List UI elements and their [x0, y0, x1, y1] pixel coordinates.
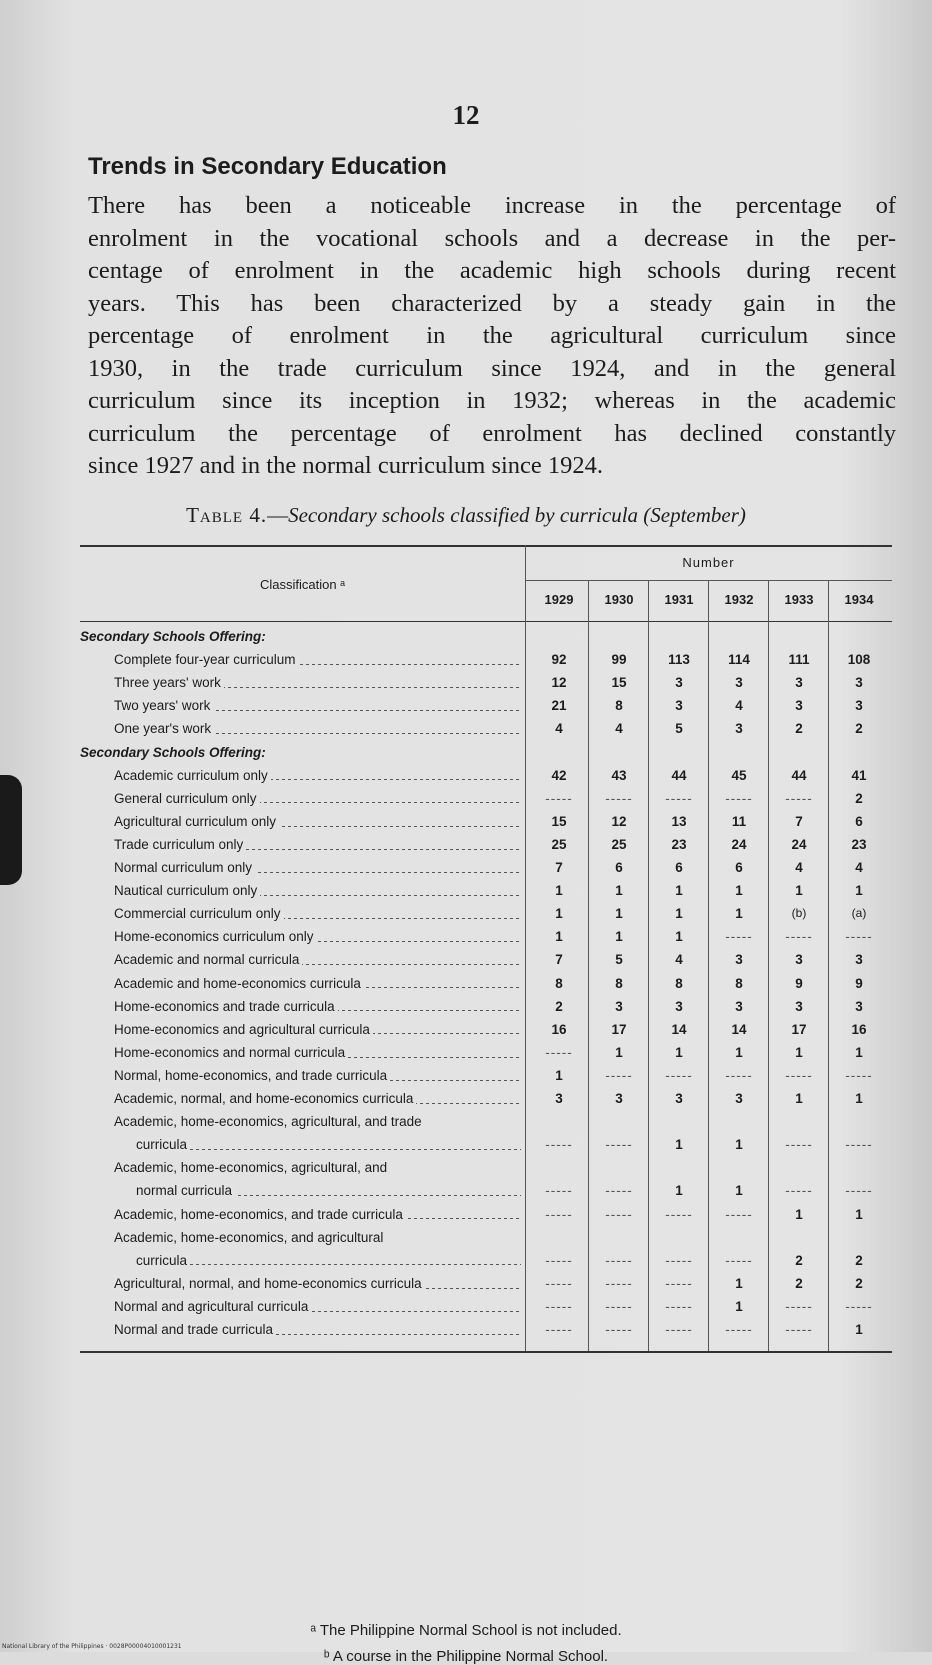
table-cell: 7: [555, 860, 563, 875]
table-cell: 6: [675, 860, 683, 875]
table-cell: 23: [671, 836, 687, 852]
year-header: 1933: [784, 592, 814, 607]
table-cell: 92: [551, 652, 567, 668]
table-cell: 1: [615, 883, 623, 899]
table-cell: -----: [785, 1183, 813, 1199]
table-cell: 3: [795, 675, 803, 691]
table-cell: 1: [855, 883, 863, 899]
classification-header: Classification ᵃ: [259, 577, 346, 592]
table-cell: 8: [735, 975, 743, 991]
row-label: Academic, normal, and home-economics curricula: [114, 1091, 521, 1106]
table-cell: -----: [605, 1252, 633, 1268]
table-cell: 44: [671, 767, 687, 783]
table-cell: 8: [555, 975, 563, 991]
row-label: Academic, home-economics, agricultural, and trade: [114, 1114, 422, 1130]
table-cell: 1: [675, 929, 683, 945]
table-cell: -----: [545, 790, 573, 806]
table-cell: 5: [615, 952, 623, 968]
table-cell: 4: [555, 721, 563, 737]
page-number: 12: [452, 100, 480, 130]
table-cell: -----: [605, 1067, 633, 1083]
paragraph-line: curriculum the percentage of enrolment has declined constantly: [88, 419, 896, 447]
table-cell: -----: [605, 790, 633, 806]
table-cell: 7: [795, 813, 803, 829]
table-cell: 3: [795, 998, 803, 1014]
table-cell: 8: [675, 975, 683, 991]
row-label: Normal and agricultural curricula: [114, 1299, 521, 1314]
table-cell: 41: [851, 767, 867, 783]
table-cell: -----: [545, 1206, 573, 1222]
table-cell: 9: [855, 975, 863, 991]
table-cell: 108: [847, 652, 871, 668]
table-cell: 16: [551, 1021, 567, 1037]
row-label: Three years' work: [114, 675, 521, 690]
table-cell: 3: [735, 998, 743, 1014]
table-cell: 1: [795, 1206, 803, 1222]
table-cell: -----: [665, 1252, 693, 1268]
table-cell: -----: [725, 1067, 753, 1083]
table-cell: 1: [675, 1044, 683, 1060]
table-cell: -----: [725, 929, 753, 945]
table-cell: 17: [611, 1021, 627, 1037]
table-cell: 13: [671, 813, 687, 829]
table-cell: 1: [795, 1091, 803, 1106]
year-header: 1929: [544, 592, 574, 607]
row-label: curricula: [136, 1137, 521, 1152]
row-label: Academic, home-economics, and trade curricula: [114, 1207, 521, 1222]
table-cell: 43: [611, 767, 627, 783]
table-cell: 1: [735, 906, 743, 922]
table-cell: 3: [675, 675, 683, 691]
table-cell: 3: [555, 1091, 563, 1106]
section-label: Secondary Schools Offering:: [80, 629, 266, 644]
table-cell: 12: [611, 813, 627, 829]
table-cell: 1: [855, 1322, 863, 1337]
classification-divider: [525, 545, 526, 1351]
table-cell: 1: [855, 1044, 863, 1060]
table-cell: 2: [795, 721, 803, 737]
row-label: Home-economics curriculum only: [114, 929, 521, 944]
row-label: Academic, home-economics, agricultural, and: [114, 1160, 388, 1176]
table-cell: -----: [845, 1067, 873, 1083]
table-cell: 2: [855, 721, 863, 737]
table-cell: 4: [795, 860, 803, 875]
row-label: Agricultural curriculum only: [114, 814, 521, 829]
table-cell: 4: [855, 860, 863, 875]
table-cell: -----: [545, 1275, 573, 1291]
row-label: Normal and trade curricula: [114, 1322, 521, 1337]
table-cell: 6: [615, 860, 623, 875]
table-cell: 2: [855, 1275, 863, 1291]
table-cell: 1: [675, 906, 683, 922]
table-cell: 1: [675, 1137, 683, 1153]
row-label: Academic and home-economics curricula: [114, 976, 521, 991]
table-cell: 25: [611, 836, 627, 852]
table-cell: 3: [795, 698, 803, 714]
table-cell: 3: [855, 998, 863, 1014]
table-cell: 2: [795, 1252, 803, 1268]
table-cell: 1: [795, 883, 803, 899]
row-label: Academic curriculum only: [114, 768, 521, 783]
table-cell: 12: [551, 675, 567, 691]
footnote-b: ᵇ A course in the Philippine Normal School.: [323, 1648, 609, 1665]
table-label: Table 4.: [186, 503, 268, 527]
table-cell: -----: [605, 1275, 633, 1291]
table-cell: 1: [735, 1183, 743, 1199]
table-caption: [0, 503, 932, 528]
table-cell: 6: [735, 860, 743, 875]
table-cell: -----: [545, 1044, 573, 1060]
table-cell: 8: [615, 975, 623, 991]
table-cell: 11: [731, 813, 747, 829]
table-bottom-rule: [80, 1351, 892, 1353]
table-cell: -----: [845, 1183, 873, 1199]
table-cell: 1: [735, 1298, 743, 1314]
table-cell: -----: [545, 1252, 573, 1268]
table-cell: 15: [611, 675, 627, 691]
row-label: normal curricula: [136, 1183, 521, 1198]
table-cell: 3: [795, 952, 803, 968]
table-cell: (a): [851, 906, 867, 921]
table-cell: 1: [735, 1275, 743, 1291]
table-cell: 114: [728, 652, 750, 668]
table-cell: 16: [851, 1021, 867, 1037]
table-cell: 21: [551, 698, 567, 714]
table-cell: 9: [795, 975, 803, 991]
section-heading: Trends in Secondary Education: [88, 153, 447, 180]
row-label: General curriculum only: [114, 791, 521, 806]
table-cell: 1: [675, 1183, 683, 1199]
table-cell: 99: [611, 652, 627, 668]
table-cell: 1: [615, 929, 623, 945]
table-cell: -----: [665, 1067, 693, 1083]
table-cell: -----: [545, 1298, 573, 1314]
number-header: Number: [682, 555, 735, 570]
row-label: One year's work: [114, 721, 521, 736]
year-header: 1934: [844, 592, 874, 607]
binding-shadow: [0, 775, 22, 885]
table-cell: 3: [735, 952, 743, 968]
table-cell: -----: [545, 1137, 573, 1153]
table-cell: (b): [791, 906, 807, 921]
table-cell: -----: [605, 1322, 633, 1337]
table-cell: 14: [731, 1021, 747, 1037]
year-header: 1932: [724, 592, 754, 607]
body-paragraph: [88, 190, 896, 483]
table-cell: 45: [731, 767, 747, 783]
row-label: Complete four-year curriculum: [114, 652, 521, 667]
table-cell: 2: [795, 1275, 803, 1291]
row-label: Trade curriculum only: [114, 837, 521, 852]
table-cell: -----: [725, 1206, 753, 1222]
table-cell: -----: [665, 1206, 693, 1222]
table-cell: 3: [735, 721, 743, 737]
table-cell: 3: [675, 698, 683, 714]
row-label: Home-economics and normal curricula: [114, 1045, 521, 1060]
table-cell: -----: [605, 1206, 633, 1222]
table-cell: -----: [545, 1322, 573, 1337]
paragraph-line: 1930, in the trade curriculum since 1924, and in the general: [88, 354, 896, 382]
table-cell: 1: [735, 1137, 743, 1153]
table-cell: 3: [615, 1091, 623, 1106]
table-cell: 1: [795, 1044, 803, 1060]
table-cell: -----: [545, 1183, 573, 1199]
table-cell: 1: [615, 1044, 623, 1060]
paragraph-line: enrolment in the vocational schools and a decrease in the per-: [88, 224, 896, 252]
table-cell: 1: [615, 906, 623, 922]
table-cell: 8: [615, 698, 623, 714]
paragraph-line: centage of enrolment in the academic high schools during recent: [88, 257, 896, 284]
table-cell: -----: [665, 1322, 693, 1337]
table-cell: 4: [675, 952, 683, 968]
paragraph-line: There has been a noticeable increase in the percentage of: [88, 192, 896, 219]
table-cell: 3: [855, 698, 863, 714]
table-cell: 113: [668, 652, 690, 668]
table-cell: -----: [785, 1322, 813, 1337]
table-cell: -----: [845, 929, 873, 945]
table-cell: 24: [791, 836, 807, 852]
table-cell: 2: [855, 790, 863, 806]
table-cell: -----: [725, 1322, 753, 1337]
row-label: Commercial curriculum only: [114, 906, 521, 921]
table-cell: 2: [555, 998, 563, 1014]
table-cell: 3: [735, 675, 743, 691]
table-cell: 14: [671, 1021, 687, 1037]
paragraph-line: curriculum since its inception in 1932; whereas in the academic: [88, 387, 896, 414]
table-cell: 1: [855, 1091, 863, 1106]
table-cell: -----: [785, 1137, 813, 1153]
row-label: Home-economics and agricultural curricula: [114, 1022, 521, 1037]
table-cell: -----: [665, 1298, 693, 1314]
section-label: Secondary Schools Offering:: [80, 744, 266, 760]
row-label: Academic, home-economics, and agricultural: [114, 1229, 384, 1245]
row-label: curricula: [136, 1253, 521, 1268]
year-header: 1930: [604, 592, 634, 607]
table-cell: -----: [605, 1183, 633, 1199]
table-cell: -----: [665, 790, 693, 806]
table-cell: 3: [855, 952, 863, 968]
table-cell: 23: [851, 836, 867, 852]
table-cell: 1: [675, 883, 683, 899]
row-label: Academic and normal curricula: [114, 952, 521, 967]
table-cell: -----: [605, 1298, 633, 1314]
table-title: Secondary schools classified by curricula (September): [288, 503, 746, 527]
table-cell: 44: [791, 767, 807, 783]
row-label: Nautical curriculum only: [114, 883, 521, 898]
table-cell: 42: [551, 767, 567, 783]
table-cell: 3: [615, 998, 623, 1014]
table-cell: 4: [735, 698, 743, 714]
row-label: Two years' work: [114, 698, 521, 713]
table-cell: 1: [735, 1044, 743, 1060]
table-cell: 3: [735, 1091, 743, 1106]
table-cell: 15: [551, 813, 567, 829]
table-cell: -----: [845, 1298, 873, 1314]
table-cell: 24: [731, 836, 747, 852]
row-label: Agricultural, normal, and home-economics curricula: [114, 1276, 521, 1291]
table-cell: -----: [845, 1137, 873, 1153]
table-cell: 7: [555, 952, 563, 968]
table-cell: -----: [725, 790, 753, 806]
table-cell: 17: [791, 1021, 807, 1037]
table-cell: 1: [735, 883, 743, 899]
table-cell: -----: [785, 1067, 813, 1083]
table-cell: -----: [785, 1298, 813, 1314]
table-caption-dash: —: [267, 503, 289, 527]
row-label: Home-economics and trade curricula: [114, 999, 521, 1014]
table-header-rule: [80, 621, 892, 622]
table-cell: 1: [855, 1206, 863, 1222]
table-cell: -----: [605, 1137, 633, 1153]
table-cell: 3: [855, 675, 863, 691]
paragraph-line: years. This has been characterized by a steady gain in the: [88, 289, 896, 317]
table-cell: -----: [725, 1252, 753, 1268]
table-cell: -----: [785, 790, 813, 806]
year-header: 1931: [664, 592, 694, 607]
table-cell: 3: [675, 998, 683, 1014]
footnote-a: ᵃ The Philippine Normal School is not included.: [310, 1622, 622, 1639]
table-cell: 4: [615, 721, 623, 737]
table-cell: -----: [785, 929, 813, 945]
table-cell: 1: [555, 906, 563, 922]
row-label: Normal curriculum only: [114, 860, 521, 875]
table-cell: 3: [675, 1091, 683, 1106]
table-cell: 2: [855, 1252, 863, 1268]
table-cell: -----: [665, 1275, 693, 1291]
table-cell: 1: [555, 883, 563, 899]
table-cell: 111: [788, 652, 810, 668]
table-cell: 1: [555, 929, 563, 945]
row-label: Normal, home-economics, and trade curricula: [114, 1068, 521, 1083]
table-cell: 5: [675, 721, 683, 737]
paragraph-line: percentage of enrolment in the agricultural curriculum since: [88, 322, 896, 349]
table-cell: 25: [551, 836, 567, 852]
paragraph-line: since 1927 and in the normal curriculum since 1924.: [88, 452, 604, 479]
table-top-rule: [80, 545, 892, 547]
table-cell: 6: [855, 813, 863, 829]
table-cell: 1: [555, 1067, 563, 1083]
scan-credit: National Library of the Philippines · 0028P00004010001231: [2, 1643, 182, 1650]
